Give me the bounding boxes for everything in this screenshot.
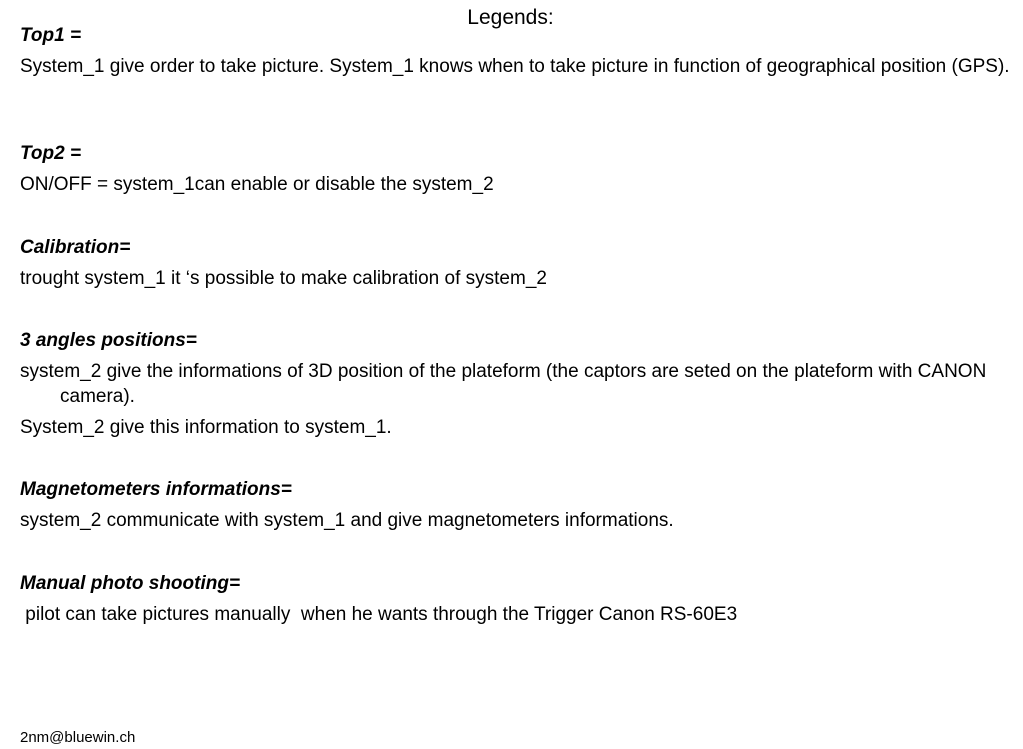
- section-text: System_1 give order to take picture. System_1 knows when to take picture in function of geographical position (GPS).: [20, 56, 1010, 77]
- section-calibration: [20, 235, 1010, 291]
- footer-email: 2nm@bluewin.ch: [20, 729, 136, 746]
- section-text: system_2 give the informations of 3D position of the plateform (the captors are seted on the plateform with CANON camera).: [20, 361, 987, 407]
- section-manual-photo-shooting: [20, 571, 1010, 627]
- section-text: trought system_1 it ‘s possible to make calibration of system_2: [20, 268, 547, 289]
- section-text: pilot can take pictures manually when he wants through the Trigger Canon RS-60E3: [20, 604, 738, 625]
- section-heading: Calibration=: [20, 237, 131, 258]
- section-3-angles-positions: [20, 328, 1010, 440]
- section-heading: 3 angles positions=: [20, 330, 197, 351]
- section-heading: Manual photo shooting=: [20, 573, 241, 594]
- section-text: System_2 give this information to system_1.: [20, 417, 392, 438]
- section-heading: Top2 =: [20, 143, 82, 164]
- section-magnetometers: [20, 477, 1010, 533]
- section-top2: [20, 141, 1010, 197]
- page-title: Legends:: [467, 6, 554, 29]
- section-heading: Top1 =: [20, 25, 82, 46]
- section-text: ON/OFF = system_1can enable or disable the system_2: [20, 174, 494, 195]
- section-heading: Magnetometers informations=: [20, 479, 292, 500]
- section-text: system_2 communicate with system_1 and give magnetometers informations.: [20, 510, 674, 531]
- section-top1: [20, 23, 1010, 79]
